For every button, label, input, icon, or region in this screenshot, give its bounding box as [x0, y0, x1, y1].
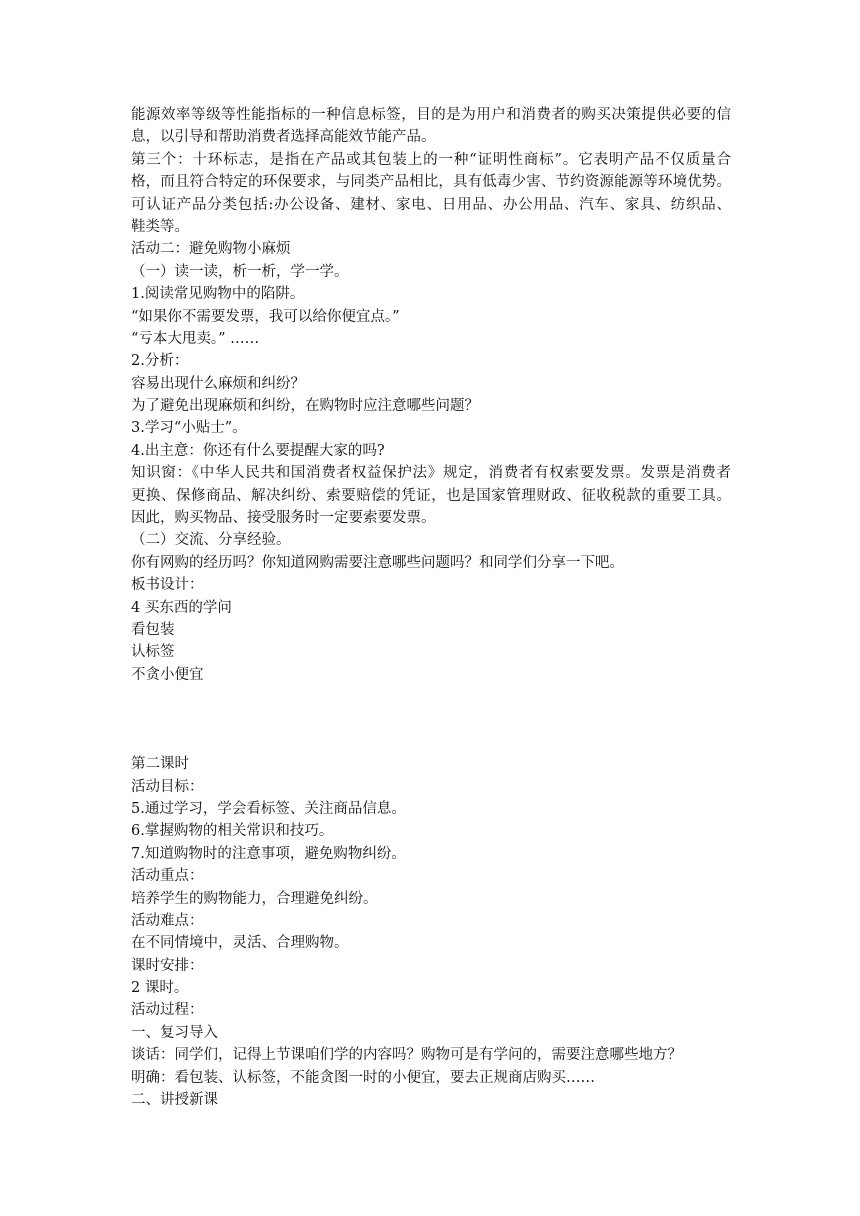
text-line: 格，而且符合特定的环保要求，与同类产品相比，具有低毒少害、节约资源能源等环境优势。 — [131, 174, 731, 191]
text-line: 鞋类等。 — [131, 218, 189, 235]
text-line: 知识窗：《中华人民共和国消费者权益保护法》规定，消费者有权索要发票。发票是消费者 — [131, 465, 731, 482]
text-line: 活动二：避免购物小麻烦 — [131, 241, 291, 258]
text-line: 活动难点： — [131, 912, 204, 929]
text-line: 2.分析： — [131, 353, 189, 370]
text-line: 6.掌握购物的相关常识和技巧。 — [131, 823, 334, 840]
text-line: 你有网购的经历吗？你知道网购需要注意哪些问题吗？和同学们分享一下吧。 — [131, 554, 624, 571]
text-line: 课时安排： — [131, 957, 204, 974]
text-line: 1.阅读常见购物中的陷阱。 — [131, 286, 305, 303]
text-line: 在不同情境中，灵活、合理购物。 — [131, 935, 349, 952]
text-line: 可认证产品分类包括:办公设备、建材、家电、日用品、办公用品、汽车、家具、纺织品、 — [131, 196, 731, 213]
text-line: 为了避免出现麻烦和纠纷，在购物时应注意哪些问题？ — [131, 398, 479, 415]
text-line: “如果你不需要发票，我可以给你便宜点。” — [131, 308, 400, 325]
text-line: 二、讲授新课 — [131, 1092, 218, 1109]
document-page — [131, 104, 731, 1111]
text-line: 培养学生的购物能力，合理避免纠纷。 — [131, 890, 378, 907]
text-line: 活动过程： — [131, 1002, 204, 1019]
text-line: 看包装 — [131, 621, 175, 638]
text-line: 活动目标： — [131, 778, 204, 795]
text-line: 板书设计： — [131, 577, 204, 594]
text-line: 第二课时 — [131, 756, 189, 773]
text-line: 4 买东西的学问 — [131, 599, 232, 616]
text-line: 一、复习导入 — [131, 1024, 218, 1041]
text-line: 2 课时。 — [131, 980, 189, 997]
text-line: 认标签 — [131, 644, 175, 661]
text-line: 4.出主意：你还有什么要提醒大家的吗? — [131, 442, 385, 459]
text-line: 活动重点： — [131, 868, 204, 885]
lesson-two-section — [131, 753, 731, 1111]
text-line: 7.知道购物时的注意事项，避免购物纠纷。 — [131, 845, 406, 862]
section-gap — [131, 686, 731, 753]
lesson-one-section — [131, 104, 731, 686]
text-line: （一）读一读，析一析，学一学。 — [131, 263, 349, 280]
text-line: 因此，购买物品、接受服务时一定要索要发票。 — [131, 510, 436, 527]
text-line: 5.通过学习，学会看标签、关注商品信息。 — [131, 800, 406, 817]
text-line: 第三个：十环标志，是指在产品或其包装上的一种“证明性商标”。它表明产品不仅质量合 — [131, 151, 731, 168]
text-line: 息，以引导和帮助消费者选择高能效节能产品。 — [131, 129, 436, 146]
text-line: 谈话：同学们，记得上节课咱们学的内容吗？购物可是有学问的，需要注意哪些地方？ — [131, 1047, 682, 1064]
text-line: 明确：看包装、认标签，不能贪图一时的小便宜，要去正规商店购买…… — [131, 1069, 595, 1086]
text-line: 更换、保修商品、解决纠纷、索要赔偿的凭证，也是国家管理财政、征收税款的重要工具。 — [131, 487, 731, 504]
text-line: （二）交流、分享经验。 — [131, 532, 291, 549]
text-line: 能源效率等级等性能指标的一种信息标签，目的是为用户和消费者的购买决策提供必要的信 — [131, 107, 731, 123]
text-line: 容易出现什么麻烦和纠纷？ — [131, 375, 305, 392]
text-line: 3.学习“小贴士”。 — [131, 420, 247, 437]
text-line: “亏本大甩卖。” …… — [131, 330, 260, 347]
text-line: 不贪小便宜 — [131, 666, 204, 683]
